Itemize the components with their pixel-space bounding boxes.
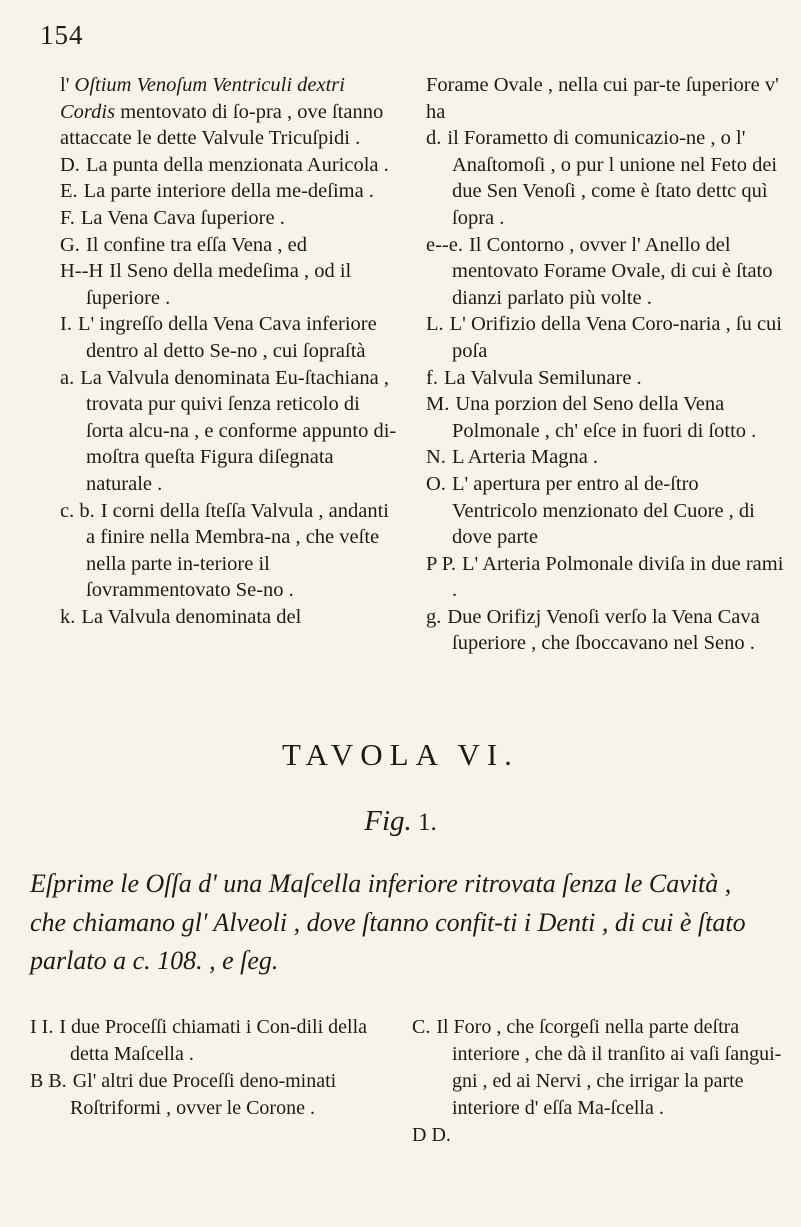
legend-text: L' apertura per entro al de-ſtro Ventricolo menzionato del Cuore , di dove parte <box>451 472 755 549</box>
legend-key: N. <box>426 446 446 469</box>
legend-text: L Arteria Magna . <box>451 446 599 469</box>
legend-text: D D. <box>412 1124 451 1146</box>
legend-entry <box>60 72 400 152</box>
legend-entry <box>426 311 788 364</box>
legend-key: H--H <box>60 260 104 283</box>
legend-text: La Valvula denominata del <box>81 605 302 628</box>
legend-entry <box>60 365 400 498</box>
legend-key: L. <box>426 313 444 336</box>
legend-text: Due Orifizj Venoſi verſo la Vena Cava ſuperiore , che ſboccavano nel Seno . <box>447 605 760 655</box>
legend-key: g. <box>426 605 442 628</box>
figure-number: 1. <box>418 809 437 836</box>
legend-entry <box>60 205 400 232</box>
legend-entry <box>60 178 400 205</box>
legend-text: Oſtium Venoſum Ventriculi dextri Cordis <box>60 74 345 123</box>
legend-entry <box>60 152 400 179</box>
legend-text: Il Contorno , ovver l' Anello del mentovato Forame Ovale, di cui è ſtato dianzi parlato più volte . <box>452 233 773 309</box>
legend-key: I. <box>60 313 72 336</box>
legend-text: L' Arteria Polmonale diviſa in due rami . <box>452 552 784 602</box>
legend-text: La Vena Cava ſuperiore . <box>80 206 285 229</box>
plate-heading: TAVOLA VI. <box>282 737 519 772</box>
legend-entry <box>426 551 788 604</box>
legend-text: Il Seno della medeſima , od il ſuperiore . <box>86 260 352 309</box>
legend-entry <box>426 125 788 231</box>
legend-text: Il confine tra eſſa Vena , ed <box>85 233 307 256</box>
legend-entry <box>426 604 788 657</box>
page-number: 154 <box>40 20 84 50</box>
legend-entry <box>60 232 400 259</box>
legend-entry <box>60 498 400 604</box>
legend-key: G. <box>60 233 80 256</box>
legend-text: L' Orifizio della Vena Coro-naria , ſu cui poſa <box>449 313 783 362</box>
legend-text: Una porzion del Seno della Vena Polmonale , ch' eſce in fuori di ſotto . <box>452 393 757 442</box>
legend-key: C. <box>412 1016 431 1038</box>
legend-entry <box>60 311 400 364</box>
legend-text: Forame Ovale , nella cui par-te ſuperiore v' ha <box>426 74 779 123</box>
legend-key: F. <box>60 206 75 229</box>
legend-text: La punta della menzionata Auricola . <box>85 153 389 176</box>
lower-right-legend <box>412 1014 784 1149</box>
legend-key: P P. <box>426 552 457 575</box>
right-legend-column <box>426 72 788 657</box>
legend-key: D. <box>60 153 80 176</box>
legend-entry <box>426 365 788 392</box>
legend-text: Il Foro , che ſcorgeſi nella parte deſtra interiore , che dà il tranſito ai vaſi ſangui-gni , ed ai Nervi , che irrigar la parte interiore d' eſſa Ma-ſcella . <box>436 1016 782 1119</box>
legend-entry <box>426 444 788 471</box>
legend-entry <box>426 232 788 312</box>
legend-entry <box>412 1122 784 1149</box>
figure-abbrev: Fig. <box>364 805 412 837</box>
legend-text: il Forametto di comunicazio-ne , o l' Anaſtomoſi , o pur l unione nel Feto dei due Sen Venoſi , come è ſtato dettc quì ſopra . <box>447 127 778 229</box>
legend-text: I due Proceſſi chiamati i Con-dili della detta Maſcella . <box>59 1016 368 1065</box>
legend-entry <box>412 1014 784 1122</box>
legend-entry <box>60 604 400 631</box>
legend-key: d. <box>426 127 442 150</box>
figure-label <box>0 805 801 838</box>
figure-caption: Eſprime le Oſſa d' una Maſcella inferiore ritrovata ſenza le Cavità , che chiamano gl' Alveoli , dove ſtanno confit-ti i Denti , di cui è ſtato parlato a c. 108. , e ſeg. <box>30 869 746 975</box>
legend-text: La parte interiore della me-deſima . <box>83 180 374 203</box>
legend-text: La Valvula denominata Eu-ſtachiana , trovata pur quivi ſenza reticolo di ſorta alcu-na , e conforme appunto di-moſtra queſta Figura diſegnata naturale . <box>80 366 397 495</box>
legend-key: k. <box>60 605 76 628</box>
legend-entry <box>30 1014 385 1068</box>
legend-text: l' <box>60 74 70 96</box>
legend-text: Gl' altri due Proceſſi deno-minati Roſtriformi , ovver le Corone . <box>70 1070 337 1119</box>
left-legend-column <box>60 72 400 630</box>
legend-key: E. <box>60 180 78 203</box>
legend-entry <box>30 1068 385 1122</box>
legend-key: f. <box>426 366 438 389</box>
legend-key: M. <box>426 393 450 416</box>
legend-text: La Valvula Semilunare . <box>443 366 642 389</box>
legend-entry <box>426 391 788 444</box>
legend-text: mentovato di ſo-pra , ove ſtanno attaccate le dette Valvule Tricuſpidi . <box>60 100 384 150</box>
legend-key: c. b. <box>60 499 95 522</box>
legend-entry <box>426 72 788 125</box>
legend-key: I I. <box>30 1016 54 1038</box>
legend-text: L' ingreſſo della Vena Cava inferiore dentro al detto Se-no , cui ſopraſtà <box>77 313 377 362</box>
lower-left-legend <box>30 1014 385 1122</box>
legend-entry <box>426 471 788 551</box>
legend-key: e--e. <box>426 233 463 256</box>
legend-text: I corni della ſteſſa Valvula , andanti a finire nella Membra-na , che veſte nella parte in-teriore il ſovrammentovato Se-no . <box>86 499 389 602</box>
legend-entry <box>60 258 400 311</box>
legend-key: a. <box>60 366 75 389</box>
legend-key: B B. <box>30 1070 67 1092</box>
legend-key: O. <box>426 472 446 495</box>
